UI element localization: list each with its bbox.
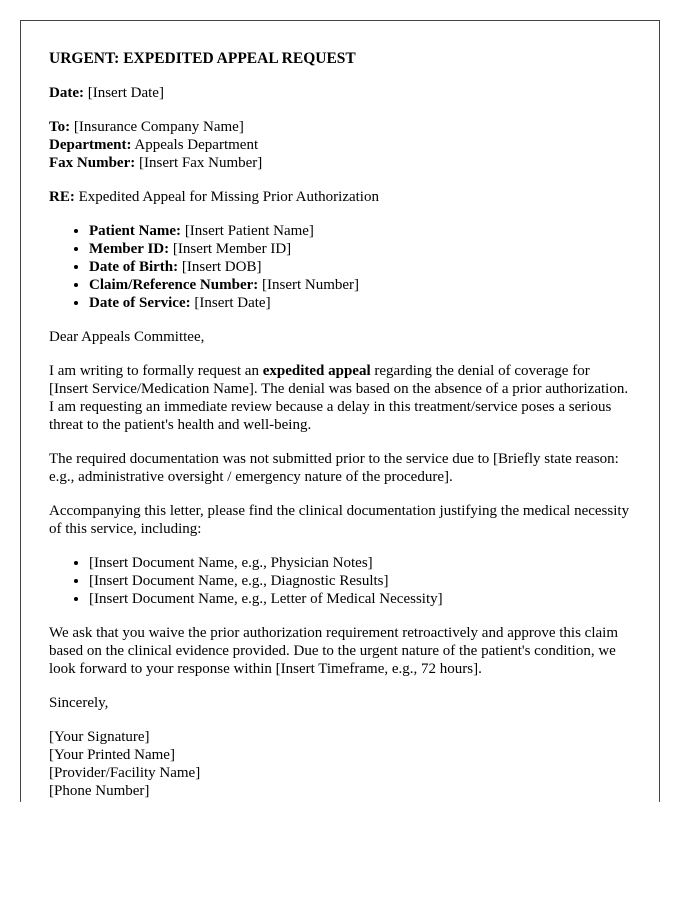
date-of-service-value: [Insert Date] (190, 295, 271, 311)
department-label: Department: (49, 137, 132, 153)
paragraph-request (49, 362, 631, 434)
re-label: RE: (49, 189, 75, 205)
signature-block (49, 728, 631, 800)
recipient-block (49, 118, 631, 172)
paragraph-text: I am writing to formally request an (49, 363, 263, 379)
to-value: [Insurance Company Name] (70, 119, 244, 135)
fax-line (49, 154, 631, 172)
paragraph-waiver: We ask that you waive the prior authorization requirement retroactively and approve this claim based on the clinical evidence provided. Due to the urgent nature of the patient's condition, we look forward to your response within [Insert Timeframe, e.g., 72 hours]. (49, 625, 619, 677)
claim-number-value: [Insert Number] (258, 277, 360, 293)
department-line (49, 136, 631, 154)
date-value: [Insert Date] (83, 85, 164, 101)
date-of-service-label: Date of Service: (89, 295, 191, 311)
facility-line: [Provider/Facility Name] (49, 765, 201, 781)
member-id-value: [Insert Member ID] (169, 241, 292, 257)
documents-list (49, 554, 631, 608)
claim-number-label: Claim/Reference Number: (89, 277, 259, 293)
letter-page (20, 20, 660, 802)
fax-value: [Insert Fax Number] (135, 155, 263, 171)
list-item (89, 240, 631, 258)
emphasis-text: expedited appeal (262, 363, 371, 379)
paragraph-reason: The required documentation was not submitted prior to the service due to [Briefly state reason: e.g., administrative oversight / emergency nature of the procedure]. (49, 451, 619, 485)
date-label: Date: (49, 85, 84, 101)
paragraph-text: regarding the denial of coverage for [Insert Service/Medication Name]. The denial was based on the absence of a prior authorization. I am requesting an immediate review because a delay in this treatment/service poses a serious threat to the patient's health and well-being. (49, 363, 629, 433)
patient-name-label: Patient Name: (89, 223, 182, 239)
list-item (89, 276, 631, 294)
closing: Sincerely, (49, 695, 109, 711)
list-item (89, 294, 631, 312)
to-label: To: (49, 119, 71, 135)
to-line (49, 118, 631, 136)
list-item (89, 222, 631, 240)
patient-info-list (49, 222, 631, 312)
list-item: • [Insert Document Name, e.g., Letter of Medical Necessity] (89, 590, 631, 608)
printed-name-line: [Your Printed Name] (49, 747, 175, 763)
date-line (49, 84, 631, 102)
re-line (49, 188, 631, 206)
dob-value: [Insert DOB] (178, 259, 262, 275)
list-item: • [Insert Document Name, e.g., Diagnostic Results] (89, 572, 631, 590)
fax-label: Fax Number: (49, 155, 136, 171)
paragraph-documentation: Accompanying this letter, please find the clinical documentation justifying the medical necessity of this service, including: (49, 503, 630, 537)
letter-title: URGENT: EXPEDITED APPEAL REQUEST (49, 50, 356, 67)
phone-line: [Phone Number] (49, 783, 150, 799)
department-value: Appeals Department (131, 137, 259, 153)
member-id-label: Member ID: (89, 241, 170, 257)
salutation: Dear Appeals Committee, (49, 329, 205, 345)
re-value: Expedited Appeal for Missing Prior Authorization (74, 189, 379, 205)
list-item (89, 258, 631, 276)
patient-name-value: [Insert Patient Name] (181, 223, 314, 239)
signature-line: [Your Signature] (49, 729, 150, 745)
list-item: • [Insert Document Name, e.g., Physician Notes] (89, 554, 631, 572)
dob-label: Date of Birth: (89, 259, 179, 275)
